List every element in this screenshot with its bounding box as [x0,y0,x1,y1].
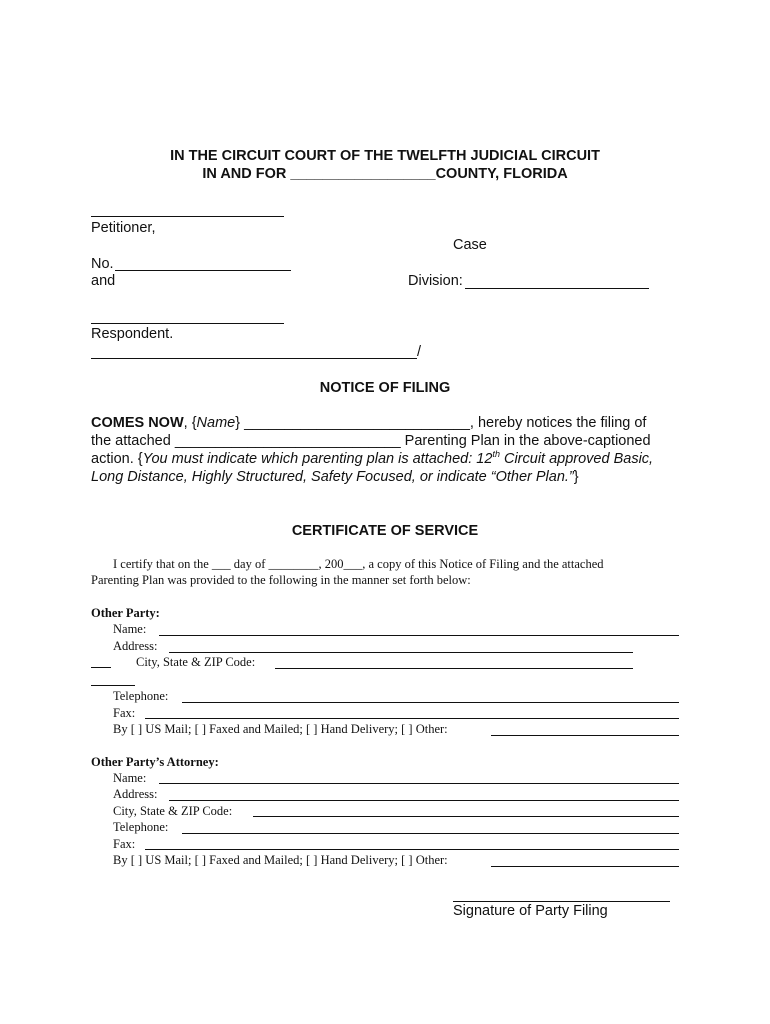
case-label: Case [453,237,487,253]
op-suffix-line [91,685,135,686]
body-punct: } [235,415,245,431]
att-telephone-line [182,833,679,834]
division-label: Division: [408,273,463,289]
op-fax-line [145,718,679,719]
court-heading-prefix: IN AND FOR [202,166,291,182]
body-text: Parenting Plan in the above-captioned [400,433,651,449]
att-city-line [253,816,679,817]
att-delivery-label: By [ ] US Mail; [ ] Faxed and Mailed; [ ] Hand Delivery; [ ] Other: [113,853,448,867]
op-delivery-label: By [ ] US Mail; [ ] Faxed and Mailed; [ ] Hand Delivery; [ ] Other: [113,722,448,736]
other-party-heading: Other Party: [91,606,160,620]
att-telephone-label: Telephone: [113,820,169,834]
and-label: and [91,273,116,289]
name-placeholder: Name [196,415,236,431]
att-fax-label: Fax: [113,837,136,851]
op-city-line [275,668,633,669]
body-line4 [91,470,579,485]
att-address-label: Address: [113,787,158,801]
body-line2 [91,434,651,449]
caption-closing-line [91,358,417,359]
op-address-label: Address: [113,639,158,653]
op-city-label: City, State & ZIP Code: [136,655,256,669]
body-text: action. { [91,451,143,467]
op-telephone-line [182,702,679,703]
case-no-line [115,270,291,271]
op-prefix-line [91,667,111,668]
case-no-label: No. [91,256,114,272]
court-heading-line1: IN THE CIRCUIT COURT OF THE TWELFTH JUDICIAL CIRCUIT [170,148,600,164]
att-delivery-line [491,866,679,867]
op-delivery-line [491,735,679,736]
petitioner-name-line [91,216,284,217]
att-fax-line [145,849,679,850]
superscript: th [492,449,500,460]
respondent-name-line [91,323,284,324]
body-punct: , { [183,415,197,431]
body-text: , hereby notices the filing of [469,415,647,431]
certificate-line1: I certify that on the ___ day of ________, 200___, a copy of this Notice of Filing and the attached [113,557,604,571]
op-fax-label: Fax: [113,706,136,720]
certificate-title: CERTIFICATE OF SERVICE [291,523,479,539]
op-name-label: Name: [113,622,147,636]
instruction-text: Long Distance, Highly Structured, Safety Focused, or indicate “Other Plan.” [91,469,574,485]
att-address-line [169,800,679,801]
att-name-line [159,783,679,784]
document-title: NOTICE OF FILING [319,380,451,396]
signature-label: Signature of Party Filing [453,903,608,919]
op-telephone-label: Telephone: [113,689,169,703]
op-address-line [169,652,633,653]
signature-line [453,901,670,902]
body-line1 [91,416,646,431]
instruction-text: You must indicate which parenting plan is attached: 12 [142,451,493,467]
attorney-heading: Other Party’s Attorney: [91,755,219,769]
caption-slash: / [417,344,422,360]
comes-now-text: COMES NOW [91,415,184,431]
att-city-label: City, State & ZIP Code: [113,804,233,818]
body-line3 [91,449,654,467]
certificate-line2: Parenting Plan was provided to the following in the manner set forth below: [91,573,471,587]
division-line [465,288,649,289]
plan-blank: ____________________________ [174,433,401,449]
petitioner-label: Petitioner, [91,220,156,236]
county-blank: __________________ [290,166,436,182]
att-name-label: Name: [113,771,147,785]
op-name-line [159,635,679,636]
body-text: the attached [91,433,175,449]
court-heading-line2 [0,167,770,182]
body-punct: } [573,469,579,485]
name-blank: ____________________________ [244,415,470,431]
instruction-text: Circuit approved Basic, [499,451,654,467]
court-heading-suffix: COUNTY, FLORIDA [435,166,568,182]
respondent-label: Respondent. [91,326,174,342]
